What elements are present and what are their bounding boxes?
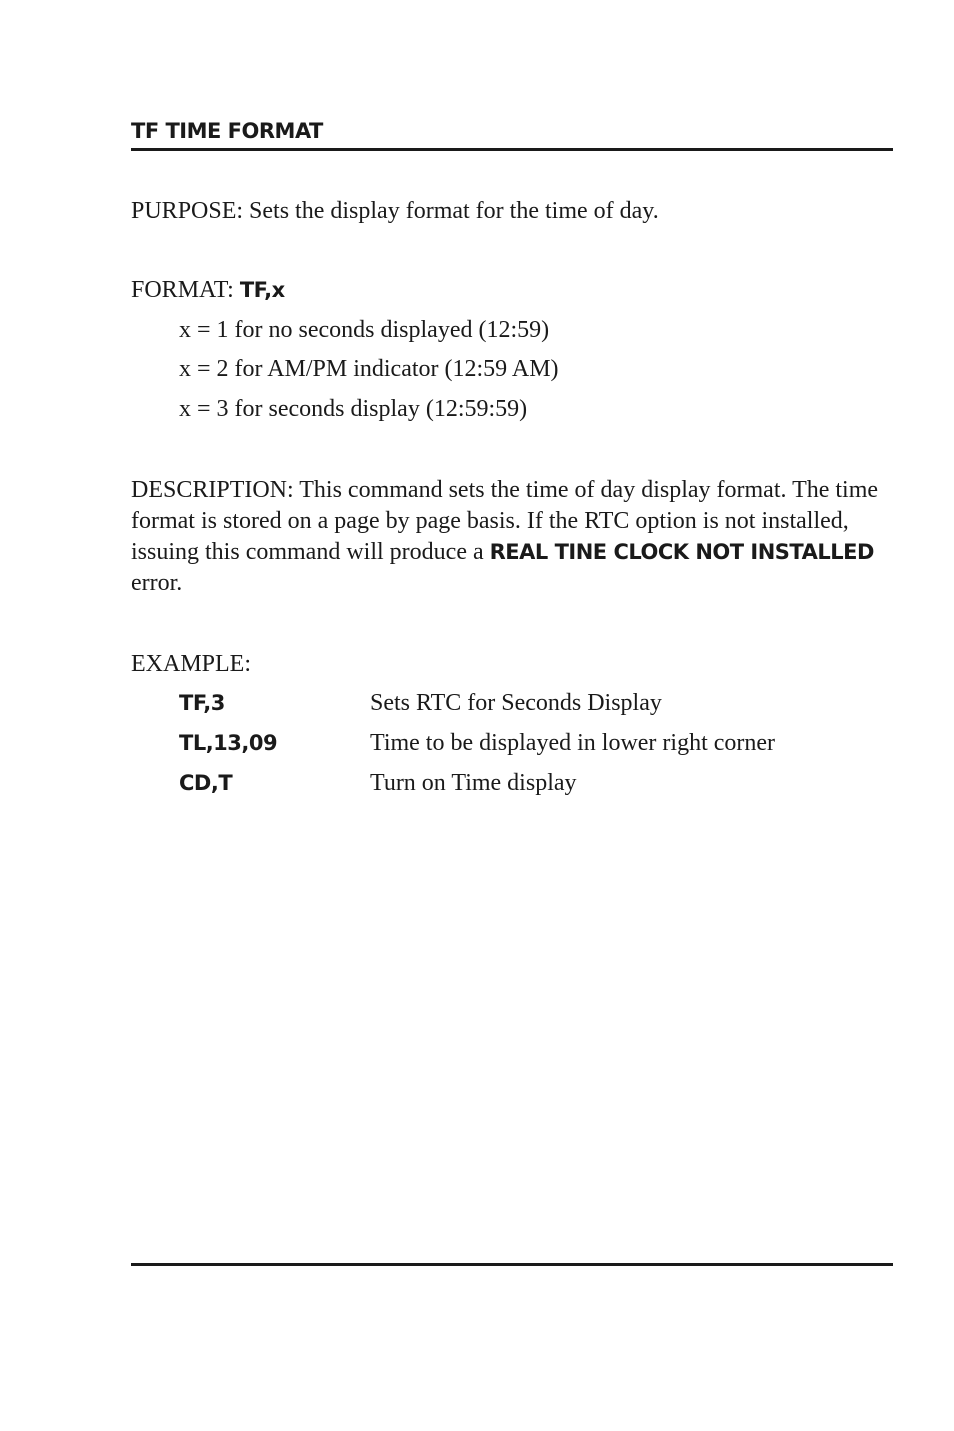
description-text: This command sets the time of day display format. The time format is stored on a page by page basis. If the RTC option is not installed, issuing this command will produce a bbox=[131, 477, 879, 565]
format-option: x = 2 for AM/PM indicator (12:59 AM) bbox=[179, 356, 559, 382]
format-label: FORMAT: bbox=[131, 277, 234, 303]
example-command: TF,3 bbox=[179, 691, 225, 715]
heading-rule bbox=[131, 148, 893, 151]
example-description: Sets RTC for Seconds Display bbox=[370, 690, 662, 716]
manual-page bbox=[131, 0, 893, 1431]
format-option: x = 3 for seconds display (12:59:59) bbox=[179, 396, 528, 422]
example-row bbox=[179, 688, 893, 728]
example-label: EXAMPLE: bbox=[131, 651, 251, 677]
example-description: Turn on Time display bbox=[370, 770, 577, 796]
section-heading: TF TIME FORMAT bbox=[131, 119, 323, 143]
example-command: CD,T bbox=[179, 771, 233, 795]
footer-rule bbox=[131, 1263, 893, 1266]
purpose-text: Sets the display format for the time of day. bbox=[249, 198, 659, 224]
format-line bbox=[131, 275, 285, 306]
error-name: REAL TINE CLOCK NOT INSTALLED bbox=[489, 540, 874, 564]
format-option: x = 1 for no seconds displayed (12:59) bbox=[179, 317, 550, 343]
purpose-label: PURPOSE: bbox=[131, 198, 244, 224]
purpose-paragraph bbox=[131, 196, 659, 227]
example-description: Time to be displayed in lower right corner bbox=[370, 730, 776, 756]
example-row bbox=[179, 728, 893, 768]
example-command: TL,13,09 bbox=[179, 731, 278, 755]
example-row bbox=[179, 768, 893, 808]
description-text-after: error. bbox=[131, 570, 183, 596]
description-label: DESCRIPTION: bbox=[131, 477, 294, 503]
description-paragraph bbox=[131, 475, 893, 599]
format-command: TF,x bbox=[239, 278, 285, 302]
